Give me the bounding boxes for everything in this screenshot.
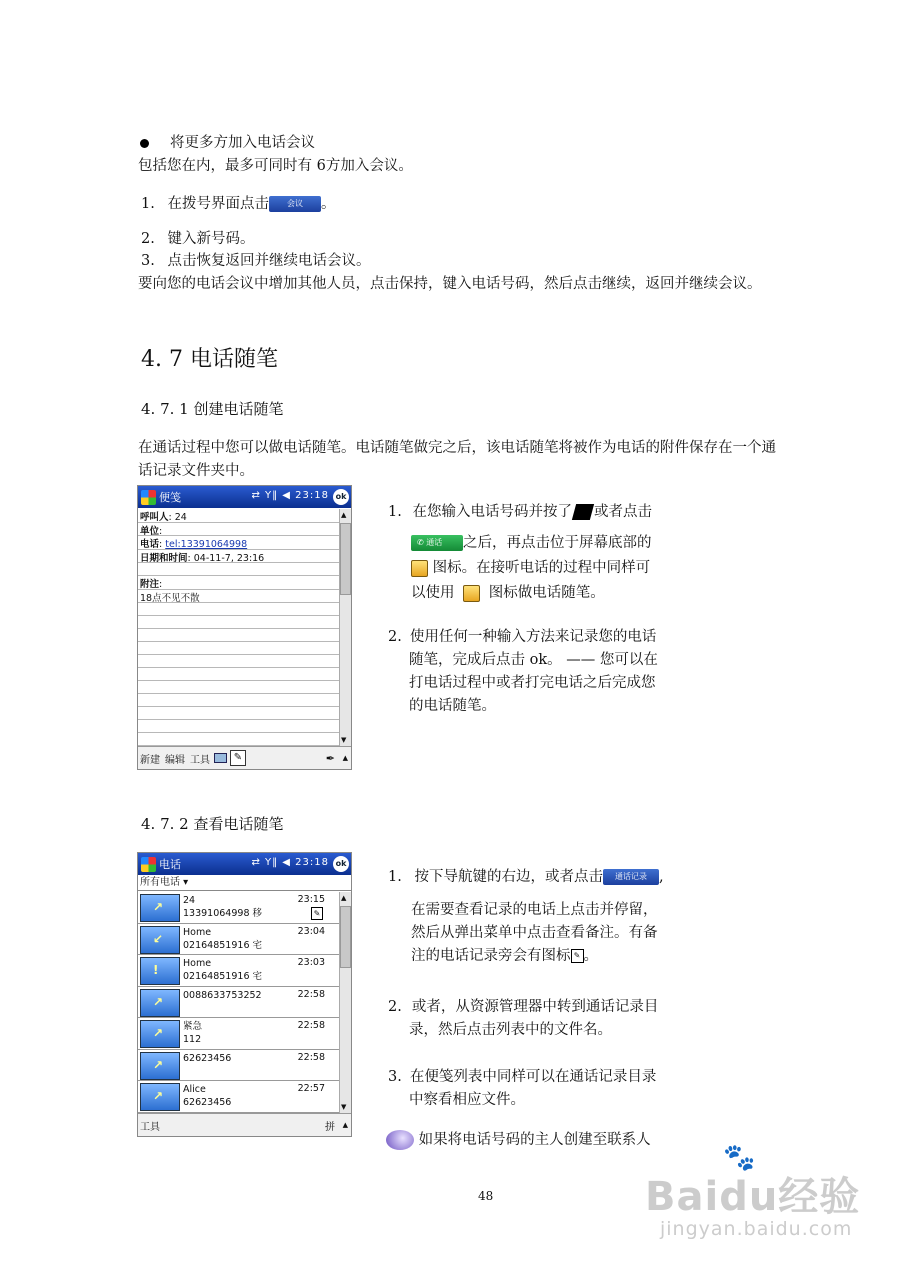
watermark-logo [645,1143,861,1222]
ruled-line [138,681,339,694]
call-direction-glyph: ↗ [153,1057,164,1072]
title-bar [138,853,351,875]
ruled-line [138,603,339,616]
step-text: 或者点击 [593,504,652,520]
windows-start-icon[interactable] [141,490,156,505]
call-name: Home [183,926,212,938]
scroll-up-icon[interactable]: ▲ [341,511,347,519]
ruled-line [138,629,339,642]
scroll-up-icon[interactable]: ▲ [341,894,347,902]
step-1 [141,195,335,213]
talk-button-image [411,535,463,551]
call-number: 13391064998 移 [183,908,263,919]
step-number: 1. [141,196,155,212]
step-text: 之后，再点击位于屏幕底部的 [463,535,652,551]
menu-new[interactable]: 新建 [140,754,160,766]
call-row[interactable] [138,1050,339,1082]
call-info [183,924,262,955]
scroll-down-icon[interactable]: ▼ [341,736,347,744]
field-label: 呼叫人 [140,512,169,523]
call-type-icon [140,1083,180,1111]
status-area: ⇄ Y‖ ◀ 23:18 [251,857,329,868]
ok-button[interactable]: ok [333,489,349,505]
step-text: 在便笺列表中同样可以在通话记录目录 [409,1069,657,1085]
talk-button-label: 通话 [426,538,443,547]
step-text: 使用任何一种输入方法来记录您的电话 [409,629,657,645]
bullet [140,139,149,148]
tip [386,1130,651,1150]
step-text: 然后从弹出菜单中点击查看备注。有备 [411,925,658,941]
call-time: 23:15 [297,894,325,905]
note-text[interactable]: 18点不见不散 [138,590,339,604]
call-name: Home [183,958,212,969]
note-icon [411,560,428,577]
call-info [183,1050,231,1081]
field-value: : [159,525,163,536]
step-text: 注的电话记录旁会有图标 [411,948,571,964]
call-name: Alice [183,1084,206,1095]
field-label: 日期和时间 [140,552,188,563]
caller-field [138,509,339,523]
call-type-icon [140,926,180,954]
menu-tools[interactable]: 工具 [190,754,210,766]
call-time: 23:03 [297,957,325,968]
call-info [183,987,262,1018]
scroll-thumb[interactable] [340,906,351,968]
tip-icon [386,1130,414,1150]
dial-key-icon [572,504,594,520]
call-type-icon [140,1020,180,1048]
field-label: 单位 [140,525,160,536]
ruled-line [138,642,339,655]
title-bar [138,486,351,508]
subsection-heading: 4. 7. 1 创建电话随笔 [141,400,284,418]
step-number: 2. [141,231,155,247]
call-info [183,892,262,923]
input-method[interactable]: 拼 [325,1121,335,1133]
app-title: 电话 [159,858,181,871]
view-step-3 [388,1066,656,1112]
call-number: 02164851916 宅 [183,939,263,951]
step-end: , [658,869,664,885]
view-step-2 [388,996,658,1042]
call-row[interactable] [138,987,339,1019]
ruled-line [138,720,339,733]
section-heading: 4. 7 电话随笔 [141,347,278,372]
menu-bar [138,746,351,769]
step-number: 2. [388,629,402,645]
tip-text: 如果将电话号码的主人创建至联系人 [418,1132,651,1148]
filter-dropdown[interactable]: 所有电话 ▾ [138,875,351,891]
step-text: 录，然后点击列表中的文件名。 [409,1022,612,1038]
step-number: 3. [141,253,155,269]
call-type-icon [140,989,180,1017]
call-name: 24 [183,895,196,906]
step-number: 3. [388,1069,402,1085]
step-text: 在您输入电话号码并按了 [412,504,572,520]
call-number: 02164851916 宅 [183,971,263,982]
paragraph-line: 在通话过程中您可以做电话随笔。电话随笔做完之后，该电话随笔将被作为电话的附件保存在一个通 [138,440,776,456]
ruled-line [138,563,339,576]
step-number: 2. [388,999,402,1015]
step-text: 点击恢复返回并继续电话会议。 [167,253,371,269]
call-direction-glyph: ! [153,963,159,977]
call-direction-glyph: ↗ [153,900,164,914]
notes-field [138,576,339,590]
call-direction-glyph: ↗ [153,1026,164,1040]
step-text: 键入新号码。 [167,231,255,247]
ruled-line [138,655,339,668]
company-field [138,523,339,537]
phone-link[interactable]: tel:13391064998 [165,539,248,550]
step-text: 打电话过程中或者打完电话之后完成您 [409,675,656,691]
note-icon [463,585,480,602]
scrollbar[interactable] [339,509,351,746]
paragraph [138,437,838,483]
call-row[interactable] [138,955,339,987]
page-number: 48 [478,1189,494,1203]
scroll-down-icon[interactable]: ▼ [341,1103,347,1111]
ruled-line [138,668,339,681]
phone-field: 电话: tel:13391064998 [138,536,339,550]
step-text: 图标做电话随笔。 [488,585,605,601]
conference-button-image: 会议 [269,196,321,212]
call-log-button-image: 通话记录 [603,869,659,885]
clock: 23:18 [295,857,329,868]
step-text: 以使用 [411,585,455,601]
call-name: 紧急 [183,1021,203,1032]
field-value: : 04-11-7, 23:16 [187,552,265,563]
call-time: 22:58 [297,988,325,1000]
step-number: 1. [388,869,402,885]
step-2 [141,230,254,248]
call-info [183,1081,231,1112]
step-text: 中察看相应文件。 [409,1092,525,1108]
windows-start-icon[interactable] [141,857,156,872]
step-text: 图标。在接听电话的过程中同样可 [432,560,651,576]
notes-body [138,509,339,746]
bullet-text: 将更多方加入电话会议 [170,135,315,151]
pen-icon[interactable]: ✎ [230,750,246,766]
call-time: 23:04 [297,925,325,937]
paw-icon: 🐾 [723,1143,757,1173]
call-row[interactable] [138,1081,339,1113]
calls-screenshot [137,852,352,1137]
call-row[interactable] [138,892,339,924]
create-step-1 [388,500,652,606]
call-name: 0088633753252 [183,989,262,1001]
subsection-heading: 4. 7. 2 查看电话随笔 [141,815,284,833]
watermark-brand: Baidu经验 [645,1174,861,1220]
step-text: 或者，从资源管理器中转到通话记录目 [411,999,659,1015]
create-step-2 [388,626,658,718]
step-text: 在需要查看记录的电话上点击并停留， [411,902,658,918]
call-number: 62623456 [183,1097,232,1108]
app-title: 便笺 [159,491,181,504]
intro-text: 包括您在内，最多可同时有 6方加入会议。 [138,158,413,174]
call-type-icon [140,957,180,985]
input-up-icon[interactable]: ▲ [342,754,348,762]
call-direction-glyph: ↙ [153,931,164,946]
menu-edit[interactable]: 编辑 [165,754,185,766]
call-info [183,955,262,986]
step-text: 在拨号界面点击 [167,196,269,212]
view-step-1 [388,866,664,968]
scroll-thumb[interactable] [340,523,351,595]
field-value: : 24 [168,512,187,523]
step-end: 。 [320,196,336,212]
status-area: ⇄ Y‖ ◀ 23:18 [251,490,329,501]
ruled-line [138,694,339,707]
scrollbar[interactable] [339,892,351,1113]
paragraph-line: 话记录文件夹中。 [138,463,254,479]
field-label: 附注 [140,579,160,590]
pen-tool-icon[interactable]: ✒ [325,751,335,765]
step-number: 1. [388,504,402,520]
ruled-line [138,616,339,629]
watermark-url: jingyan.baidu.com [660,1218,853,1240]
call-name: 62623456 [183,1052,232,1064]
step-text: 按下导航键的右边，或者点击 [414,869,603,885]
conference-note: 要向您的电话会议中增加其他人员，点击保持，键入电话号码，然后点击继续，返回并继续会议。 [138,276,762,292]
ruled-line [138,707,339,720]
call-row[interactable] [138,1018,339,1050]
field-label: 电话 [140,539,160,550]
keyboard-icon[interactable] [214,753,227,763]
call-direction-glyph: ↗ [153,994,164,1009]
step-3 [141,252,370,270]
call-info [183,1018,202,1049]
phone-glyph-icon: ✆ [417,538,427,547]
call-row[interactable] [138,924,339,956]
call-time: 22:58 [297,1020,325,1031]
call-type-icon [140,894,180,922]
call-list [138,892,339,1113]
step-text: 的电话随笔。 [409,698,496,714]
call-number: 112 [183,1034,202,1045]
call-time: 22:58 [297,1051,325,1063]
input-up-icon[interactable]: ▲ [342,1121,348,1129]
call-time: 22:57 [297,1083,325,1094]
call-direction-glyph: ↗ [153,1089,164,1103]
clock: 23:18 [295,490,329,501]
step-text: 随笔，完成后点击 ok。 —— 您可以在 [409,652,658,668]
date-field [138,550,339,564]
ok-button[interactable]: ok [333,856,349,872]
call-type-icon [140,1052,180,1080]
note-attached-icon: ✎ [311,907,323,920]
menu-bar [138,1113,351,1136]
ruled-line [138,733,339,746]
notes-screenshot [137,485,352,770]
step-text: 。 [583,948,598,964]
menu-tools[interactable]: 工具 [140,1121,160,1133]
field-value: : [159,579,163,590]
note-attached-icon: ✎ [571,949,584,963]
